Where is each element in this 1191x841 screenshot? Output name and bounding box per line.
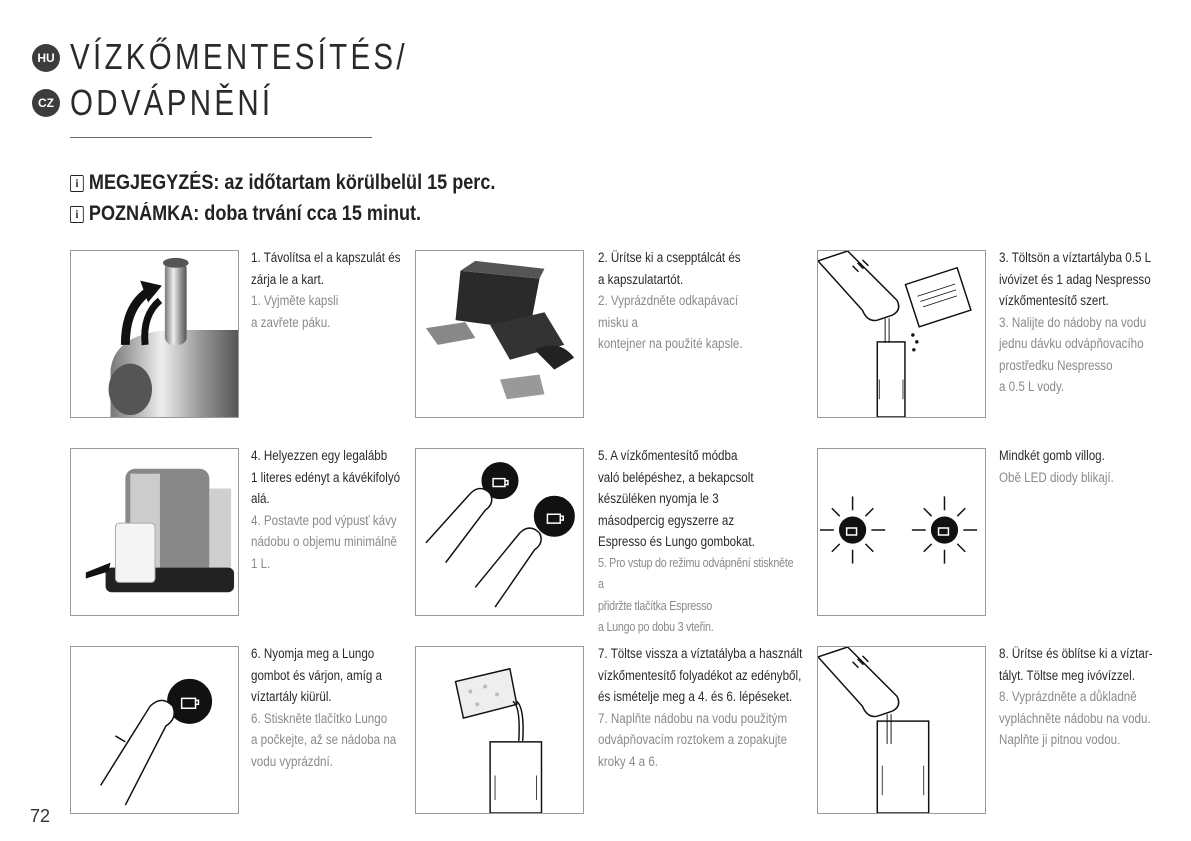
note-cz [70,202,421,226]
step-7-hu-line: vízkőmentesítő folyadékot az edényből, [598,667,802,683]
step-4-cz-line: 4. Postavte pod výpusť kávy [251,512,397,528]
step-5-hu-line: 5. A vízkőmentesítő módba [598,448,738,463]
step-3-cz-line: 3. Nalijte do nádoby na vodu [999,314,1147,330]
step-6-hu-line: gombot és várjon, amíg a [251,667,383,683]
step-3-illustration [817,250,986,418]
blinking-illustration [817,448,986,616]
step-1-hu-line: 1. Távolítsa el a kapszulát és [251,250,401,265]
step-8-hu-line: tályt. Töltse meg ivóvízzel. [999,667,1135,683]
blinking-hu-line: Mindkét gomb villog. [999,448,1105,463]
step-4-cz-line: 1 L. [251,555,271,571]
step-1-cz-line: 1. Vyjměte kapsli [251,293,339,308]
step-5-illustration [415,448,584,616]
step-5-hu-line: másodpercig egyszerre az [598,512,735,528]
press-lungo-icon [71,647,238,813]
step-8-illustration [817,646,986,814]
step-3-hu-line: 3. Töltsön a víztartályba 0.5 L [999,250,1152,265]
blinking-buttons-icon [818,449,985,615]
step-1-text [251,247,423,333]
note-hu-text: MEGJEGYZÉS: az időtartam körülbelül 15 perc. [88,171,496,194]
step-7-cz-line: odvápňovacím roztokem a zopakujte [598,732,788,747]
step-4-hu-line: alá. [251,491,270,506]
step-6-illustration [70,646,239,814]
step-3-cz-line: prostředku Nespresso [999,357,1113,373]
step-7-illustration [415,646,584,814]
page-title-hu: VÍZKŐMENTESÍTÉS/ [70,36,408,77]
step-3-text [999,247,1154,398]
step-2-hu-line: a kapszulatartót. [598,271,684,287]
step-4-text [251,445,423,574]
press-both-buttons-icon [416,449,583,615]
blinking-cz-line: Obě LED diody blikají. [999,469,1114,485]
step-4-illustration [70,448,239,616]
drip-tray-icon [416,251,583,417]
step-3-hu-line: vízkőmentesítő szert. [999,293,1109,308]
step-5-hu-line: készüléken nyomja le 3 [598,491,719,506]
hu-language-badge: HU [32,44,60,72]
step-6-cz-line: 6. Stiskněte tlačítko Lungo [251,710,388,726]
blinking-text [999,445,1154,488]
step-2-hu-line: 2. Ürítse ki a csepptálcát és [598,250,741,265]
step-1-cz-line: a zavřete páku. [251,314,331,330]
step-2-text [598,247,770,355]
step-2-illustration [415,250,584,418]
step-1-hu-line: zárja le a kart. [251,271,324,287]
info-icon: i [70,175,84,192]
step-3-hu-line: ivóvizet és 1 adag Nespresso [999,271,1151,287]
step-2-cz-line: kontejner na použité kapsle. [598,336,743,351]
step-8-cz-line: 8. Vyprázdněte a důkladně [999,689,1137,704]
step-5-hu-line: Espresso és Lungo gombokat. [598,534,755,549]
title-divider [70,137,372,138]
step-6-hu-line: víztartály kiürül. [251,689,332,704]
step-5-cz-line: a Lungo po dobu 3 vteřin. [598,620,714,634]
step-5-text [598,445,796,639]
cz-language-badge: CZ [32,89,60,117]
step-6-cz-line: a počkejte, až se nádoba na [251,732,397,747]
note-cz-text: POZNÁMKA: doba trvání cca 15 minut. [88,202,422,225]
note-hu [70,171,495,195]
step-7-text [598,643,804,772]
refill-tank-icon [416,647,583,813]
step-7-cz-line: 7. Naplňte nádobu na vodu použitým [598,710,788,726]
step-4-hu-line: 1 literes edényt a kávékifolyó [251,469,401,485]
step-3-cz-line: a 0.5 L vody. [999,379,1065,394]
step-5-cz-line: 5. Pro vstup do režimu odvápnění stiskněte a [598,555,794,591]
step-7-hu-line: 7. Töltse vissza a víztatályba a használt [598,646,803,661]
step-2-cz-line: 2. Vyprázdněte odkapávací misku a [598,293,739,330]
pour-descaler-icon [818,251,985,417]
page-number: 72 [30,806,51,826]
step-6-text [251,643,423,772]
step-7-cz-line: kroky 4 a 6. [598,753,659,769]
step-8-cz-line: Naplňte ji pitnou vodou. [999,732,1121,747]
step-6-cz-line: vodu vyprázdní. [251,753,333,769]
step-6-hu-line: 6. Nyomja meg a Lungo [251,646,375,661]
rinse-tank-icon [818,647,985,813]
step-8-hu-line: 8. Ürítse és öblítse ki a víztar- [999,646,1153,661]
lever-arrow-icon [71,251,238,417]
page-title-cz: ODVÁPNĚNÍ [70,82,274,123]
step-5-hu-line: való belépéshez, a bekapcsolt [598,469,754,485]
step-3-cz-line: jednu dávku odvápňovacího [999,336,1144,351]
step-8-cz-line: vypláchněte nádobu na vodu. [999,710,1151,726]
step-4-cz-line: nádobu o objemu minimálně [251,534,397,549]
step-8-text [999,643,1154,751]
step-1-illustration [70,250,239,418]
step-7-hu-line: és ismételje meg a 4. és 6. lépéseket. [598,689,793,704]
info-icon: i [70,206,84,223]
container-under-outlet-icon [71,449,238,615]
step-5-cz-line: přidržte tlačítka Espresso [598,598,712,613]
step-4-hu-line: 4. Helyezzen egy legalább [251,448,388,463]
